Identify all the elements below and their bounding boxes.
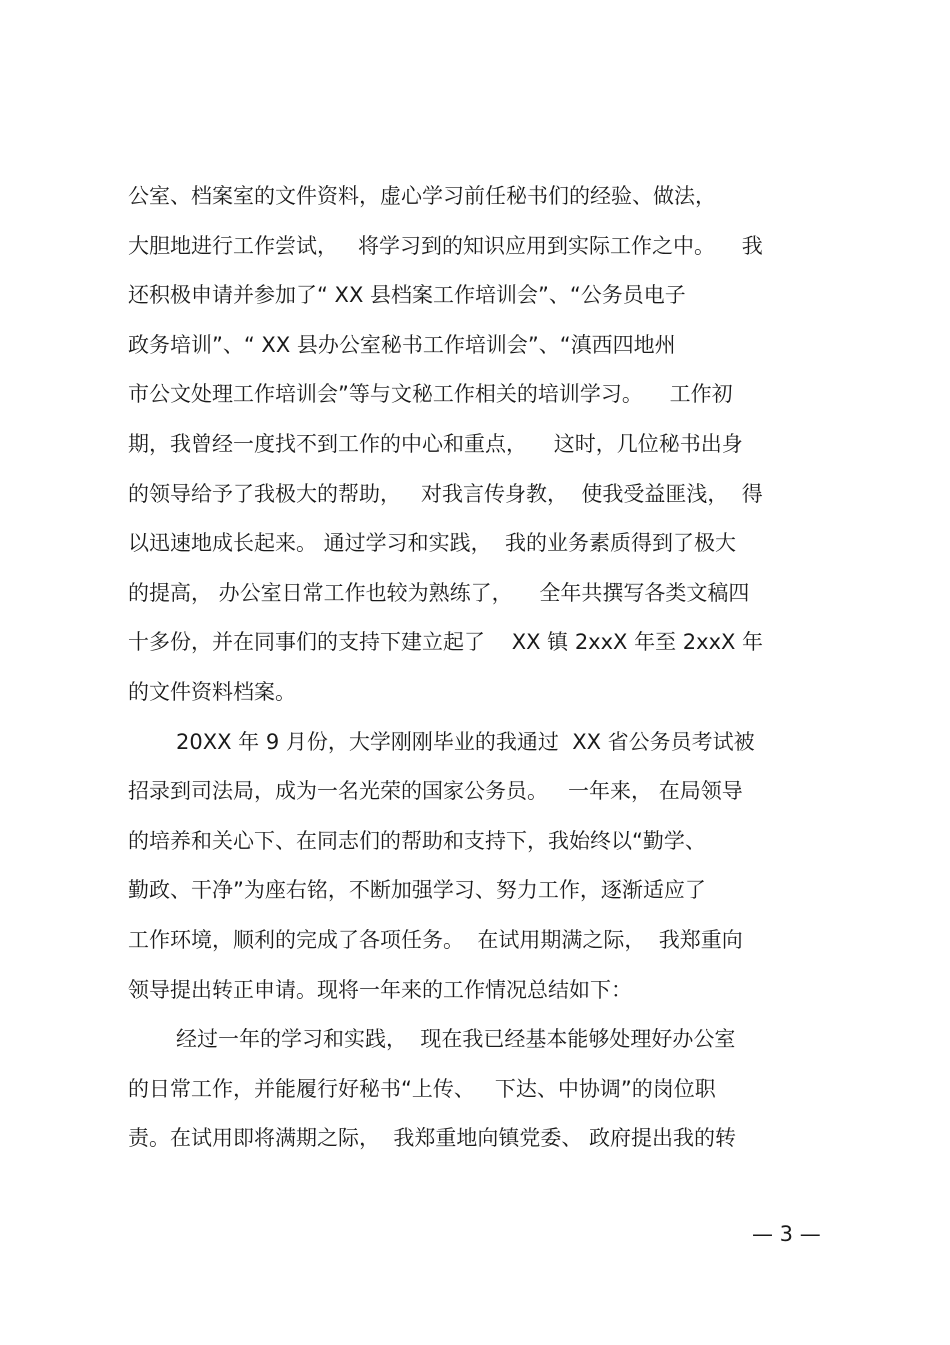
- text-line: 还积极申请并参加了“ XX 县档案工作培训会”、“公务员电子: [128, 283, 686, 308]
- text-line: 勤政、干净”为座右铭，不断加强学习、努力工作，逐渐适应了: [128, 878, 706, 903]
- paragraph-first-line: 20XX 年 9 月份，大学刚刚毕业的我通过 XX 省公务员考试被: [176, 729, 755, 754]
- text-line: 招录到司法局，成为一名光荣的国家公务员。 一年来， 在局领导: [128, 779, 743, 804]
- text-line: 政务培训”、“ XX 县办公室秘书工作培训会”、“滇西四地州: [128, 332, 676, 357]
- page-number: — 3 —: [752, 1222, 821, 1246]
- text-line: 的日常工作，并能履行好秘书“上传、 下达、中协调”的岗位职: [128, 1076, 716, 1101]
- paragraph-first-line: 经过一年的学习和实践， 现在我已经基本能够处理好办公室: [176, 1027, 736, 1052]
- text-line: 领导提出转正申请。现将一年来的工作情况总结如下：: [128, 977, 632, 1002]
- text-line: 期，我曾经一度找不到工作的中心和重点， 这时，几位秘书出身: [128, 431, 743, 456]
- text-line: 的领导给予了我极大的帮助， 对我言传身教， 使我受益匪浅， 得: [128, 481, 763, 506]
- text-line: 的提高， 办公室日常工作也较为熟练了， 全年共撰写各类文稿四: [128, 580, 750, 605]
- text-line: 责。在试用即将满期之际， 我郑重地向镇党委、 政府提出我的转: [128, 1126, 737, 1151]
- text-line: 公室、档案室的文件资料，虚心学习前任秘书们的经验、做法，: [128, 184, 716, 208]
- text-line: 十多份，并在同事们的支持下建立起了 XX 镇 2xxX 年至 2xxX 年: [128, 630, 764, 655]
- text-line: 市公文处理工作培训会”等与文秘工作相关的培训学习。 工作初: [128, 382, 733, 407]
- text-line: 以迅速地成长起来。 通过学习和实践， 我的业务素质得到了极大: [128, 531, 737, 556]
- text-line: 大胆地进行工作尝试， 将学习到的知识应用到实际工作之中。 我: [128, 233, 763, 258]
- text-line: 的文件资料档案。: [128, 679, 296, 704]
- body-text: [128, 172, 838, 1164]
- text-line: 的培养和关心下、在同志们的帮助和支持下，我始终以“勤学、: [128, 828, 706, 853]
- text-line: 工作环境，顺利的完成了各项任务。 在试用期满之际， 我郑重向: [128, 927, 743, 952]
